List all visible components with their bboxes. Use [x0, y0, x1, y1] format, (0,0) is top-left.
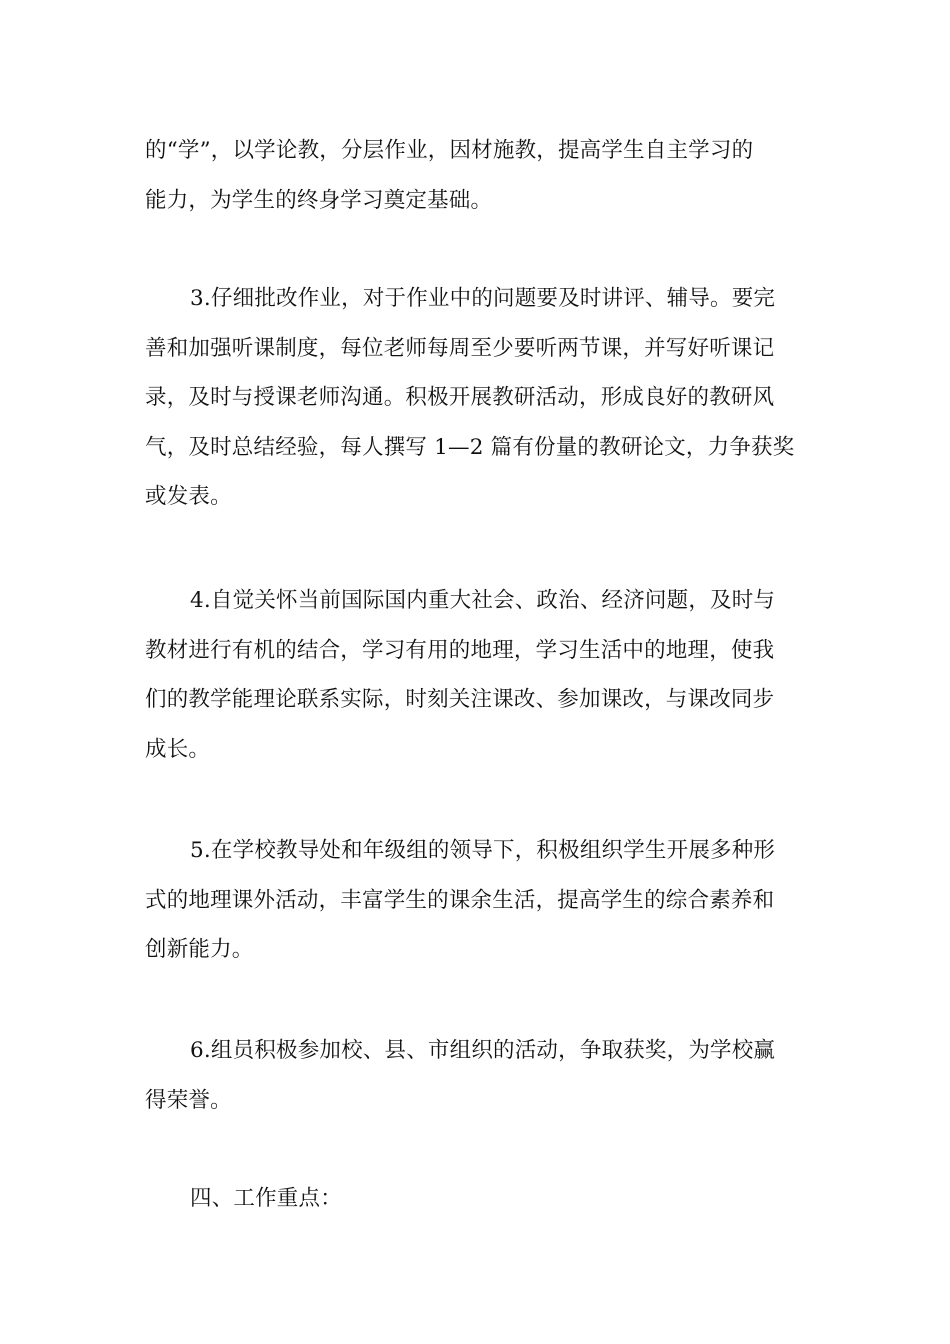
paragraph-item-4: 4.自觉关怀当前国际国内重大社会、政治、经济问题，及时与 教材进行有机的结合，学习有用的地理，学习生活中的地理，使我 们的教学能理论联系实际，时刻关注课改、参加课改，与课改同步 成长。 [145, 588, 776, 762]
paragraph-item-6: 6.组员积极参加校、县、市组织的活动，争取获奖，为学校赢 得荣誉。 [145, 1038, 776, 1113]
section-heading: 四、工作重点： [190, 1186, 342, 1211]
paragraph-item-5: 5.在学校教导处和年级组的领导下，积极组织学生开展多种形 式的地理课外活动，丰富学生的课余生活，提高学生的综合素养和 创新能力。 [145, 838, 776, 962]
paragraph-continuation: 的“学”，以学论教，分层作业，因材施教，提高学生自主学习的 能力，为学生的终身学习奠定基础。 [145, 138, 754, 213]
paragraph-item-3: 3.仔细批改作业，对于作业中的问题要及时讲评、辅导。要完 善和加强听课制度，每位老师每周至少要听两节课，并写好听课记 录，及时与授课老师沟通。积极开展教研活动，形成良好的教研风 气，及时总结经验，每人撰写 1—2 篇有份量的教研论文，力争获奖 或发表。 [145, 286, 795, 509]
